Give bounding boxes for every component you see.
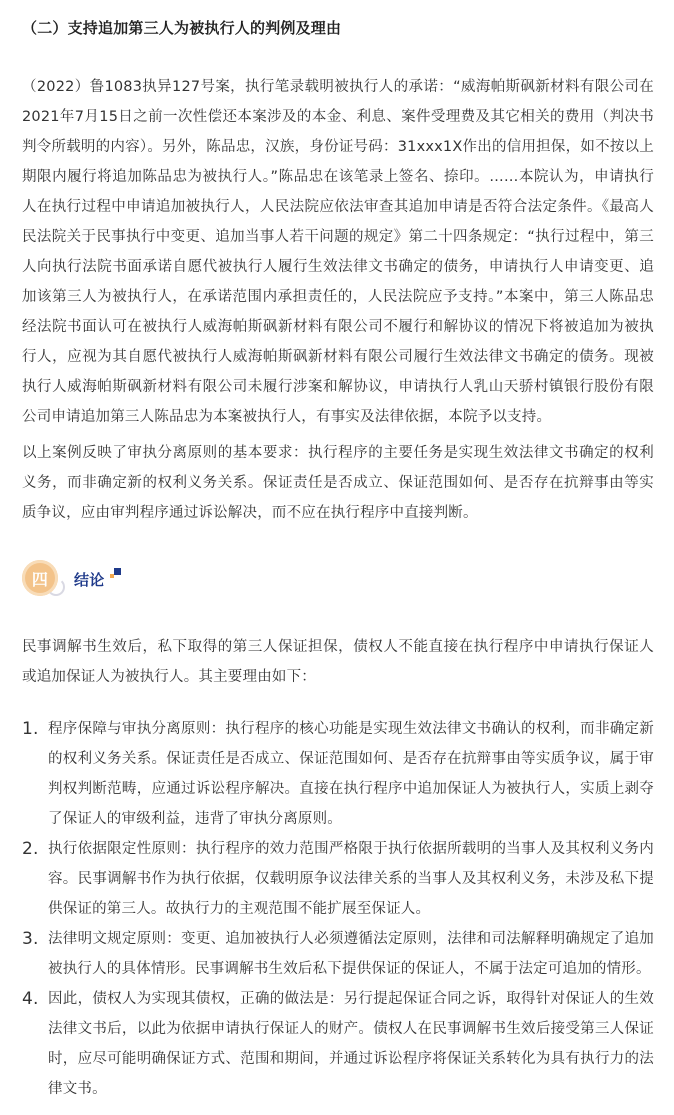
list-item-number: 4. bbox=[22, 989, 39, 1009]
badge-decoration-icon bbox=[47, 578, 65, 596]
decorative-square-icon bbox=[114, 568, 121, 575]
summary-paragraph: 以上案例反映了审执分离原则的基本要求：执行程序的主要任务是实现生效法律文书确定的权利义务，而非确定新的权利义务关系。保证责任是否成立、保证范围如何、是否存在抗辩事由等实质争议，应由审判程序通过诉讼解决，而不应在执行程序中直接判断。 bbox=[22, 445, 654, 521]
list-item-text: 执行依据限定性原则：执行程序的效力范围严格限于执行依据所载明的当事人及其权利义务内容。民事调解书作为执行依据，仅载明原争议法律关系的当事人及其权利义务，未涉及私下提供保证的第三人。故执行力的主观范围不能扩展至保证人。 bbox=[48, 841, 654, 917]
section-heading bbox=[22, 558, 222, 600]
list-item-text: 法律明文规定原则：变更、追加被执行人必须遵循法定原则，法律和司法解释明确规定了追加被执行人的具体情形。民事调解书生效后私下提供保证的保证人，不属于法定可追加的情形。 bbox=[48, 931, 654, 977]
subheading: （二）支持追加第三人为被执行人的判例及理由 bbox=[22, 19, 342, 37]
conclusion-intro: 民事调解书生效后，私下取得的第三人保证担保，债权人不能直接在执行程序中申请执行保证人或追加保证人为被执行人。其主要理由如下： bbox=[22, 639, 654, 685]
list-item-number: 3. bbox=[22, 929, 39, 949]
list-item-text: 因此，债权人为实现其债权，正确的做法是：另行提起保证合同之诉，取得针对保证人的生效法律文书后，以此为依据申请执行保证人的财产。债权人在民事调解书生效后接受第三人保证时，应尽可能明确保证方式、范围和期间，并通过诉讼程序将保证关系转化为具有执行力的法律文书。 bbox=[48, 991, 654, 1097]
list-item bbox=[22, 834, 654, 924]
list-item bbox=[22, 924, 654, 984]
case-paragraph: （2022）鲁1083执异127号案，执行笔录载明被执行人的承诺：“威海帕斯砜新材料有限公司在2021年7月15日之前一次性偿还本案涉及的本金、利息、案件受理费及其它相关的费用（判决书判令所载明的内容）。另外，陈品忠，汉族，身份证号码：31xxx1X作出的信用担保，如不按以上期限内履行将追加陈品忠为被执行人。”陈品忠在该笔录上签名、捺印。……本院认为，申请执行人在执行过程中申请追加被执行人，人民法院应依法审查其追加申请是否符合法定条件。《最高人民法院关于民事执行中变更、追加当事人若干问题的规定》第二十四条规定：“执行过程中，第三人向执行法院书面承诺自愿代被执行人履行生效法律文书确定的债务，申请执行人申请变更、追加该第三人为被执行人，在承诺范围内承担责任的，人民法院应予支持。”本案中，第三人陈品忠经法院书面认可在被执行人威海帕斯砜新材料有限公司不履行和解协议的情况下将被追加为被执行人，应视为其自愿代被执行人威海帕斯砜新材料有限公司履行生效法律文书确定的债务。现被执行人威海帕斯砜新材料有限公司未履行涉案和解协议，申请执行人乳山天骄村镇银行股份有限公司申请追加第三人陈品忠为本案被执行人，有事实及法律依据，本院予以支持。 bbox=[22, 79, 654, 425]
section-title: 结论 bbox=[74, 571, 105, 589]
list-item-text: 程序保障与审执分离原则：执行程序的核心功能是实现生效法律文书确认的权利，而非确定新的权利义务关系。保证责任是否成立、保证范围如何、是否存在抗辩事由等实质争议，属于审判权判断范畴，应通过诉讼程序解决。直接在执行程序中追加保证人为被执行人，实质上剥夺了保证人的审级利益，违背了审执分离原则。 bbox=[48, 721, 654, 827]
list-item bbox=[22, 984, 654, 1104]
list-item-number: 1. bbox=[22, 719, 39, 739]
list-item bbox=[22, 714, 654, 834]
list-item-number: 2. bbox=[22, 839, 39, 859]
conclusion-list bbox=[22, 714, 654, 1104]
section-number: 四 bbox=[31, 569, 49, 589]
